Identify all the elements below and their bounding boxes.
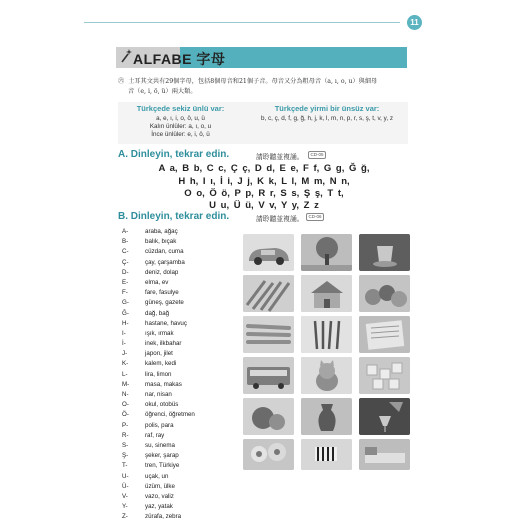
cd-track-a-badge: CD-05 bbox=[308, 151, 326, 159]
illustration-grid bbox=[243, 234, 413, 470]
word-list-item bbox=[122, 278, 242, 288]
intro-line-2: 音（e, i, ö, ü）兩大類。 bbox=[128, 88, 197, 95]
word-list bbox=[122, 227, 242, 522]
tree-photo bbox=[301, 234, 352, 271]
word-examples: uçak, un bbox=[145, 472, 169, 480]
word-letter: J- bbox=[122, 350, 128, 358]
pomegranate-photo bbox=[243, 398, 294, 435]
beans-photo bbox=[243, 275, 294, 312]
word-examples: fare, fasulye bbox=[145, 289, 179, 297]
word-letter: Ç- bbox=[122, 258, 129, 266]
word-examples: zürafa, zebra bbox=[145, 513, 182, 521]
section-a-title: A. Dinleyin, tekrar edin. bbox=[118, 149, 230, 160]
word-list-item bbox=[122, 502, 242, 512]
consonants-list: b, c, ç, d, f, g, ğ, h, j, k, l, m, n, p, r, s, ş, t, v, y, z bbox=[260, 115, 394, 122]
word-examples: raf, ray bbox=[145, 431, 165, 439]
vowels-column bbox=[118, 104, 243, 139]
word-list-item bbox=[122, 268, 242, 278]
word-letter: Ö- bbox=[122, 411, 129, 419]
flowers-photo bbox=[243, 439, 294, 470]
word-examples: su, sinema bbox=[145, 441, 175, 449]
section-b-title: B. Dinleyin, tekrar edin. bbox=[118, 211, 230, 222]
word-list-item bbox=[122, 349, 242, 359]
word-examples: cüzdan, cuma bbox=[145, 248, 184, 256]
word-examples: kalem, kedi bbox=[145, 360, 177, 368]
house-photo bbox=[301, 275, 352, 312]
word-letter: Ğ- bbox=[122, 309, 129, 317]
word-letter: C- bbox=[122, 248, 129, 256]
word-letter: I- bbox=[122, 329, 126, 337]
word-examples: polis, para bbox=[145, 421, 174, 429]
alphabet-row-2: H h, I ı, İ i, J j, K k, L l, M m, N n, bbox=[178, 176, 350, 187]
word-list-item bbox=[122, 451, 242, 461]
word-examples: hastane, havuç bbox=[145, 319, 187, 327]
word-letter: F- bbox=[122, 289, 128, 297]
word-list-item bbox=[122, 359, 242, 369]
word-list-item bbox=[122, 370, 242, 380]
consonants-heading: Türkçede yirmi bir ünsüz var: bbox=[274, 104, 380, 113]
magic-wand-icon bbox=[121, 49, 132, 66]
word-examples: yaz, yatak bbox=[145, 503, 173, 511]
word-letter: N- bbox=[122, 391, 129, 398]
word-examples: deniz, dolap bbox=[145, 268, 179, 276]
word-list-item bbox=[122, 461, 242, 471]
word-letter: H- bbox=[122, 319, 129, 327]
word-examples: vazo, valiz bbox=[145, 492, 174, 500]
word-examples: öğrenci, öğretmen bbox=[145, 411, 195, 419]
word-examples: masa, makas bbox=[145, 380, 182, 388]
word-letter: K- bbox=[122, 360, 129, 368]
word-list-item bbox=[122, 227, 242, 237]
alphabet-row-3: O o, Ö ö, P p, R r, S s, Ş ş, T t, bbox=[184, 188, 344, 199]
word-letter: Ş- bbox=[122, 452, 129, 460]
word-letter: A- bbox=[122, 228, 129, 235]
alphabet-row-1: A a, B b, C c, Ç ç, D d, E e, F f, G g, Ğ ğ, bbox=[158, 163, 370, 174]
cd-track-b-badge: CD-06 bbox=[306, 213, 324, 221]
word-list-item bbox=[122, 298, 242, 308]
word-letter: U- bbox=[122, 472, 129, 480]
word-list-item bbox=[122, 288, 242, 298]
bus-photo bbox=[243, 357, 294, 394]
word-examples: elma, ev bbox=[145, 278, 169, 286]
word-letter: L- bbox=[122, 370, 128, 378]
zebra-photo bbox=[301, 439, 352, 470]
word-letter: R- bbox=[122, 431, 129, 439]
page-number: 11 bbox=[407, 15, 422, 30]
word-letter: Y- bbox=[122, 503, 128, 511]
vowels-heading: Türkçede sekiz ünlü var: bbox=[136, 104, 225, 113]
consonants-column bbox=[246, 104, 408, 123]
word-letter: V- bbox=[122, 492, 128, 500]
sugar-cubes-photo bbox=[359, 357, 410, 394]
word-examples: araba, ağaç bbox=[145, 228, 178, 235]
newspaper-photo bbox=[359, 316, 410, 353]
pens-photo bbox=[301, 316, 352, 353]
page-title: ALFABE 字母 bbox=[133, 51, 226, 67]
vase-photo bbox=[301, 398, 352, 435]
word-letter: T- bbox=[122, 462, 128, 470]
word-list-item bbox=[122, 410, 242, 420]
alphabet-row-4: U u, Ü ü, V v, Y y, Z z bbox=[209, 200, 319, 211]
apples-photo bbox=[359, 275, 410, 312]
word-list-item bbox=[122, 421, 242, 431]
word-examples: çay, çarşamba bbox=[145, 258, 185, 266]
word-letter: D- bbox=[122, 268, 129, 276]
word-letter: E- bbox=[122, 278, 129, 286]
word-list-item bbox=[122, 237, 242, 247]
section-a-subtitle: 請聆聽並複誦。 bbox=[256, 153, 304, 161]
bullet-mark: ㊅ bbox=[118, 78, 125, 85]
word-letter: İ- bbox=[122, 340, 126, 348]
bed-photo bbox=[359, 439, 410, 470]
word-examples: inek, ilkbahar bbox=[145, 340, 182, 348]
word-list-item bbox=[122, 329, 242, 339]
word-examples: üzüm, ülke bbox=[145, 482, 175, 490]
carrots-photo bbox=[243, 316, 294, 353]
tea-cup-photo bbox=[359, 234, 410, 271]
car-photo bbox=[243, 234, 294, 271]
section-b-subtitle: 請聆聽並複誦。 bbox=[256, 215, 304, 223]
word-list-item bbox=[122, 258, 242, 268]
word-examples: japon, jilet bbox=[145, 350, 173, 358]
word-list-item bbox=[122, 380, 242, 390]
word-list-item bbox=[122, 492, 242, 502]
word-letter: O- bbox=[122, 401, 129, 409]
word-list-item bbox=[122, 339, 242, 349]
word-letter: S- bbox=[122, 441, 129, 449]
word-list-item bbox=[122, 482, 242, 492]
thin-vowels: İnce ünlüler: e, i, ö, ü bbox=[151, 131, 210, 138]
word-list-item bbox=[122, 441, 242, 451]
word-list-item bbox=[122, 390, 242, 400]
letters-summary-box bbox=[118, 102, 408, 144]
word-examples: balık, bıçak bbox=[145, 238, 177, 246]
word-list-item bbox=[122, 431, 242, 441]
word-examples: ışık, ırmak bbox=[145, 329, 174, 337]
word-examples: tren, Türkiye bbox=[145, 462, 180, 470]
word-list-item bbox=[122, 512, 242, 522]
word-examples: dağ, bağ bbox=[145, 309, 170, 317]
word-examples: güneş, gazete bbox=[145, 299, 184, 307]
word-examples: okul, otobüs bbox=[145, 401, 179, 409]
kitten-photo bbox=[301, 357, 352, 394]
word-examples: nar, nisan bbox=[145, 391, 172, 398]
word-examples: şeker, şarap bbox=[145, 452, 179, 460]
intro-line-1: 土耳其文共有29個字母，包括8個母音和21個子音。母音又分為粗母音（a, ı, o, u）與細母 bbox=[128, 78, 378, 85]
intro-paragraph bbox=[118, 77, 408, 97]
header-rule bbox=[84, 22, 400, 23]
word-letter: Ü- bbox=[122, 482, 129, 490]
wine-pour-photo bbox=[359, 398, 410, 435]
word-list-item bbox=[122, 472, 242, 482]
word-letter: M- bbox=[122, 380, 130, 388]
word-letter: B- bbox=[122, 238, 129, 246]
word-examples: lira, limon bbox=[145, 370, 172, 378]
word-letter: Z- bbox=[122, 513, 128, 521]
word-list-item bbox=[122, 247, 242, 257]
thick-vowels: Kalın ünlüler: a, ı, o, u bbox=[149, 123, 212, 130]
word-list-item bbox=[122, 319, 242, 329]
word-letter: P- bbox=[122, 421, 129, 429]
word-letter: G- bbox=[122, 299, 129, 307]
word-list-item bbox=[122, 400, 242, 410]
vowels-list: a, e, ı, i, o, ö, u, ü bbox=[156, 115, 205, 122]
word-list-item bbox=[122, 309, 242, 319]
